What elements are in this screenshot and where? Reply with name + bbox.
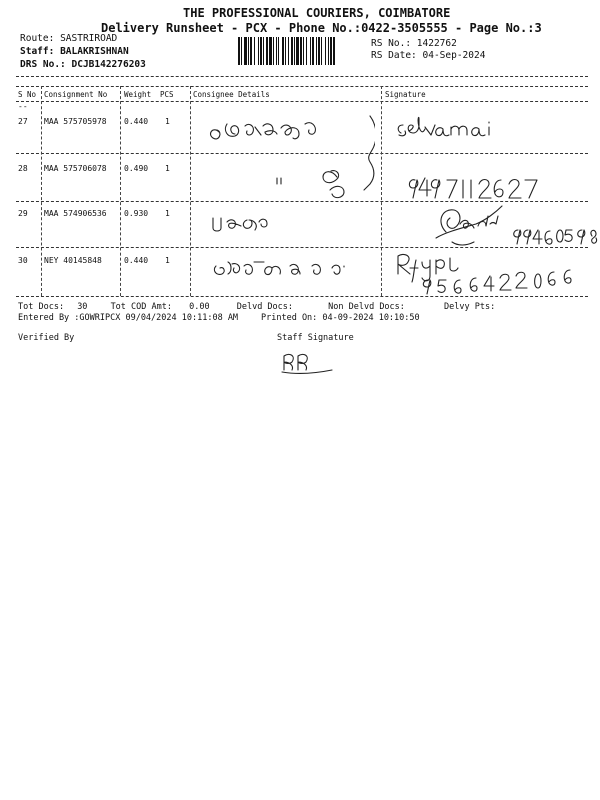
rs-date-value: 04-Sep-2024: [422, 50, 486, 61]
drs-line: [20, 59, 146, 70]
rs-no-label: RS No.:: [371, 38, 412, 49]
rule-header-top: [16, 86, 588, 87]
staff-handwritten-signature: [278, 350, 338, 376]
row-1-consignment: MAA 575705978: [44, 117, 107, 126]
handwritten-signature-1: [395, 115, 515, 145]
rs-date-line: [371, 50, 485, 61]
rs-no-line: [371, 38, 457, 49]
row-4-pcs: 1: [165, 256, 170, 265]
tot-docs-value: 30: [77, 302, 88, 312]
runsheet-subtitle: Delivery Runsheet - PCX - Phone No.:0422-3505555 - Page No.:3: [101, 21, 542, 35]
row-3-sno: 29: [18, 209, 28, 218]
rule-header-bottom: [16, 101, 588, 102]
row-2-consignment: MAA 575706078: [44, 164, 107, 173]
row-2-weight: 0.490: [124, 164, 149, 173]
drs-value: DCJB142276203: [71, 59, 146, 70]
rs-date-label: RS Date:: [371, 50, 417, 61]
drs-label: DRS No.:: [20, 59, 66, 70]
row-3-consignment: MAA 574906536: [44, 209, 107, 218]
printed-on: Printed On: 04-09-2024 10:10:50: [261, 313, 420, 323]
handwritten-consignee-name-2: [205, 212, 285, 236]
handwritten-consignee-name-1: [205, 112, 375, 202]
col-sep-2: [120, 86, 121, 296]
staff-value: BALAKRISHNAN: [60, 46, 129, 57]
entered-by: Entered By :GOWRIPCX 09/04/2024 10:11:08 AM: [18, 313, 239, 323]
staff-line: [20, 46, 129, 57]
handwritten-signature-3: [392, 250, 592, 298]
staff-signature-label: Staff Signature: [277, 333, 354, 343]
col-sep-4: [381, 86, 382, 296]
route-value: SASTRIROAD: [60, 33, 118, 44]
tot-cod-value: 0.00: [189, 302, 210, 312]
col-sep-1: [41, 86, 42, 296]
row-3-pcs: 1: [165, 209, 170, 218]
header-dash-mark: --: [18, 102, 28, 111]
row-4-sno: 30: [18, 256, 28, 265]
row-2-pcs: 1: [165, 164, 170, 173]
tot-cod-label: Tot COD Amt:: [110, 302, 172, 312]
handwritten-phone-2: [510, 226, 600, 250]
route-line: [20, 33, 117, 44]
col-header-pcs: PCS: [160, 90, 174, 99]
tot-docs-label: Tot Docs:: [18, 302, 65, 312]
non-delvd-docs-label: Non Delvd Docs:: [328, 302, 405, 312]
row-1-weight: 0.440: [124, 117, 149, 126]
handwritten-consignee-name-3: [208, 258, 358, 284]
row-4-consignment: NEY 40145848: [44, 256, 102, 265]
delvd-docs-label: Delvd Docs:: [236, 302, 294, 312]
rs-no-value: 1422762: [416, 38, 457, 49]
col-header-weight: Weight: [124, 90, 152, 99]
col-header-consignee: Consignee Details: [193, 90, 270, 99]
staff-label: Staff:: [20, 46, 55, 57]
row-3-weight: 0.930: [124, 209, 149, 218]
route-label: Route:: [20, 33, 55, 44]
row-2-sno: 28: [18, 164, 28, 173]
row-1-pcs: 1: [165, 117, 170, 126]
col-header-sno: S No: [18, 90, 37, 99]
col-header-signature: Signature: [385, 90, 426, 99]
totals-line: [18, 302, 495, 312]
col-header-consignment: Consignment No: [44, 90, 108, 99]
row-4-weight: 0.440: [124, 256, 149, 265]
company-title: THE PROFESSIONAL COURIERS, COIMBATORE: [183, 6, 451, 20]
handwritten-phone-1: [405, 174, 545, 204]
delvy-pts-label: Delvy Pts:: [444, 302, 496, 312]
rule-top: [16, 76, 588, 77]
verified-by-label: Verified By: [18, 333, 75, 343]
row-1-sno: 27: [18, 117, 28, 126]
barcode: [238, 37, 366, 65]
col-sep-3: [190, 86, 191, 296]
